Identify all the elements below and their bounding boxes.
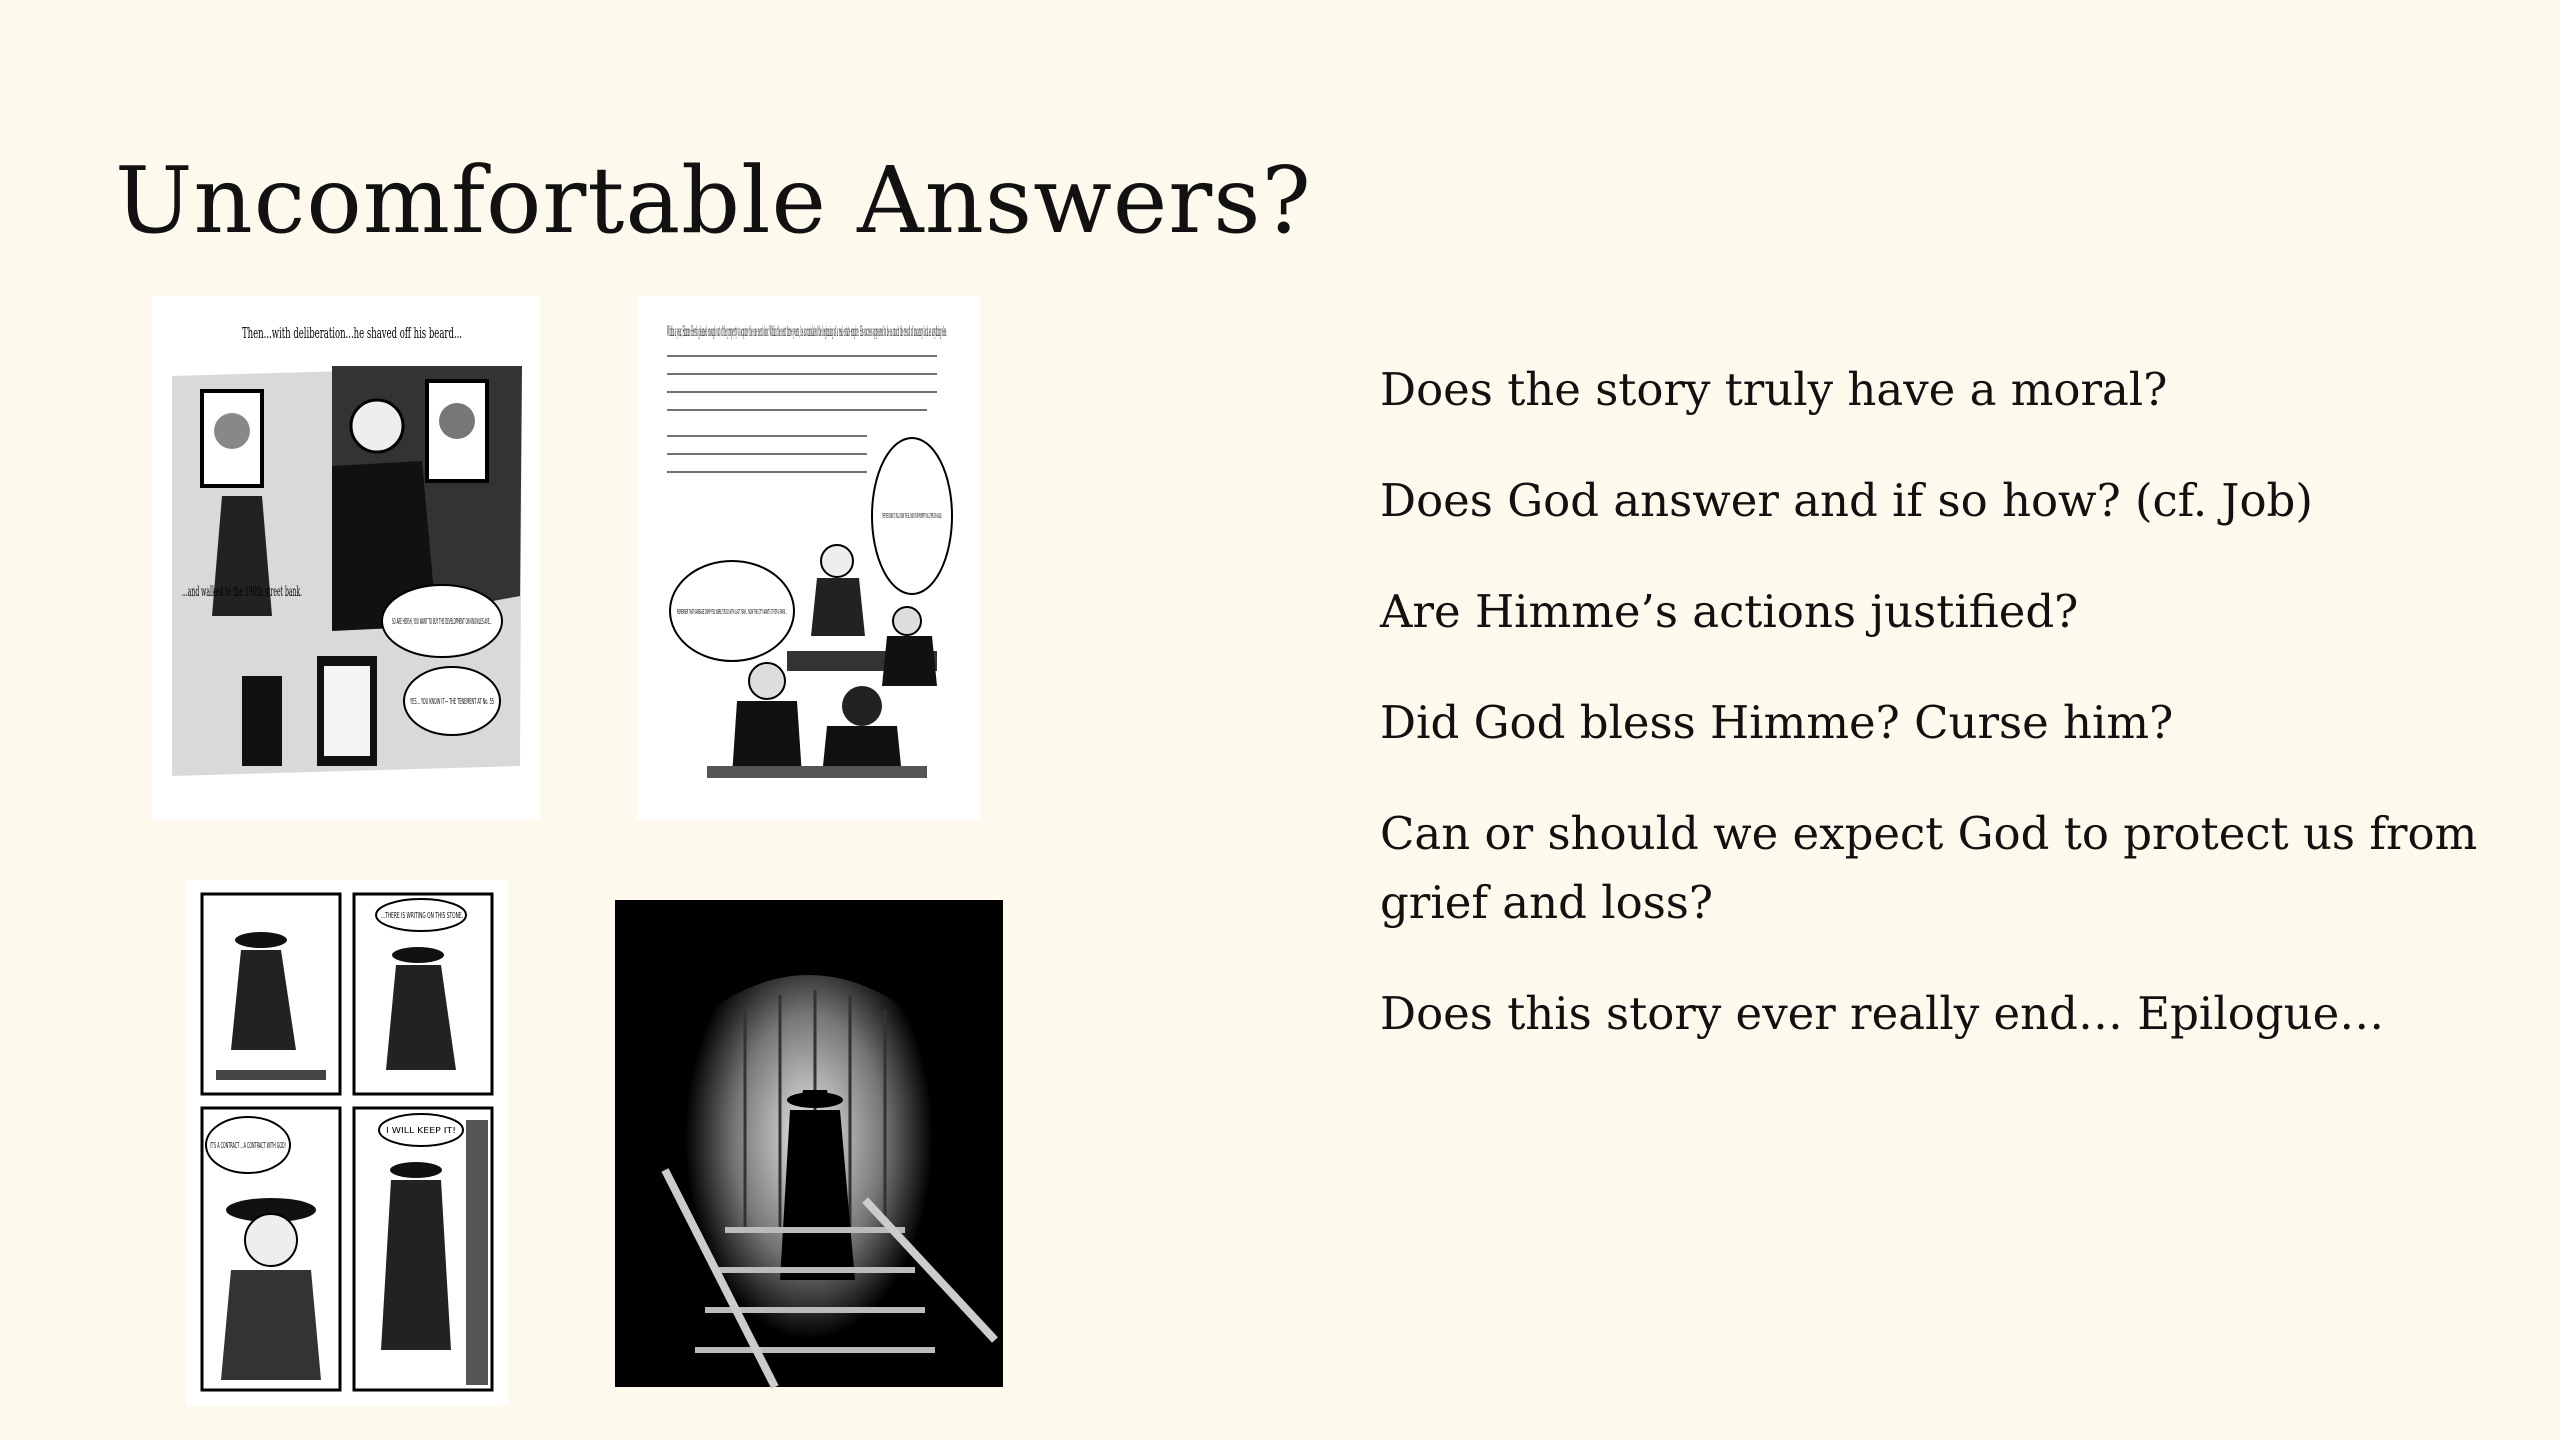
question-item: Does the story truly have a moral? [1380, 363, 2168, 416]
question-item: Can or should we expect God to protect us from grief and loss? [1380, 807, 2478, 929]
speech-bubble-2: REMEMBER THAT GARBAGE DUMP YOU WERE STUCK WITH LAST YEAR... NOW THE CITY WANTS IT FOR A PARK... [677, 608, 787, 616]
speech-bubble-1: THEY'RE GOING TO FULL DOWN THE EL. NOW YOUR PROPERTY WILL TRIPLE IN VALUE. [881, 512, 942, 520]
speech-bubble-2: YES... YOU KNOW IT— THE TENEMENT AT No. 55 [409, 697, 494, 706]
comic-illustration-contract [186, 880, 508, 1405]
caption-text: Within a year, Himme Hersh gleaned enough out of the property to acquire the one next door. Within the next three years, he accumulated the beginning of a real estate empire. His success appeared to be as much the result of uncanny luck as anything else. [667, 324, 947, 340]
question-list [1380, 355, 2500, 1090]
caption-top: Then...with deliberation...he shaved off his beard... [242, 324, 462, 342]
question-item: Does God answer and if so how? (cf. Job) [1380, 474, 2313, 527]
comic-illustration-shaving [152, 296, 540, 820]
comic-panel-contract [186, 880, 508, 1405]
question-item: Are Himme’s actions justified? [1380, 585, 2079, 638]
speech-bubble-1: ...THERE IS WRITING ON THIS STONE. [381, 911, 463, 920]
speech-bubble-2: IT'S A CONTRACT ...A CONTRACT WITH GOD! [210, 1141, 286, 1150]
comic-illustration-real-estate [637, 296, 980, 820]
slide-title: Uncomfortable Answers? [115, 147, 1312, 254]
comic-panel-real-estate [637, 296, 980, 820]
caption-side: ...and walked to the 190th street bank. [182, 584, 302, 600]
speech-bubble-1: SO ARE HERSH, YOU WANT TO BUY THE DEVELOPMENT ON KNOWLES AVE... [392, 617, 492, 626]
comic-panel-shaving [152, 296, 540, 820]
speech-bubble-3: I WILL KEEP IT! [386, 1126, 456, 1135]
question-item: Does this story ever really end… Epilogue… [1380, 987, 2385, 1040]
question-item: Did God bless Himme? Curse him? [1380, 696, 2174, 749]
comic-illustration-stairway [615, 900, 1003, 1387]
comic-panel-stairway [615, 900, 1003, 1387]
